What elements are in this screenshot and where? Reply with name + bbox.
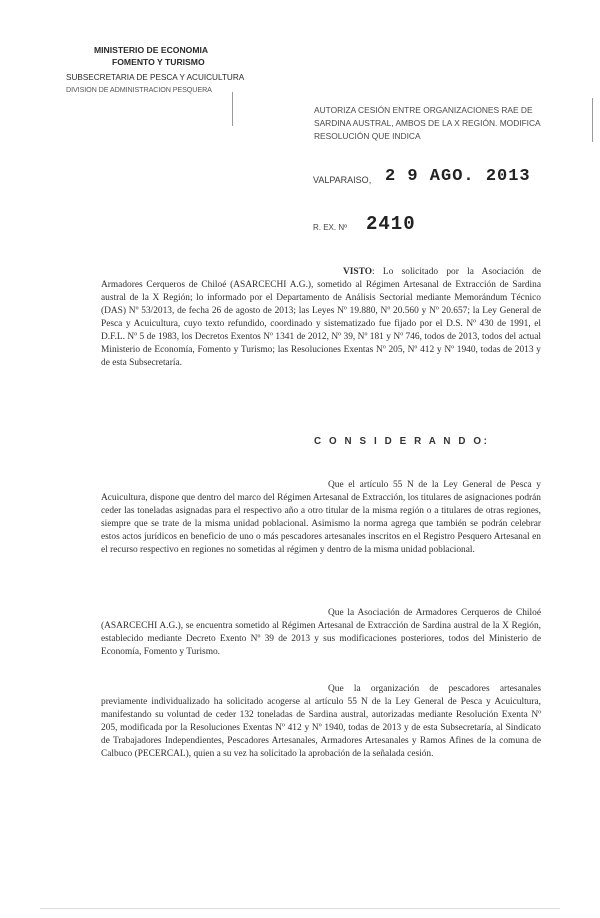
resolution-number: 2410 [366,213,416,235]
ministry-name-2: FOMENTO Y TURISMO [112,57,205,67]
margin-mark-right [592,98,593,142]
subject-line-1: AUTORIZA CESIÓN ENTRE ORGANIZACIONES RAE DE [314,105,533,115]
considerando-paragraph-2: Que la Asociación de Armadores Cerqueros de Chiloé (ASARCECHI A.G.), se encuentra sometido al Régimen Artesanal de Extracción de Sardina austral de la X Región, establecido mediante Decreto Exento Nº 39 de 2013 y sus modificaciones posteriores, todos del Ministerio de Economía, Fomento y Turismo. [101,608,541,657]
subject-line-2: SARDINA AUSTRAL, AMBOS DE LA X REGIÓN. MODIFICA [314,118,541,128]
subsecretaria-name: SUBSECRETARIA DE PESCA Y ACUICULTURA [66,73,245,82]
date-stamp: 2 9 AGO. 2013 [385,167,531,186]
subject-line-3: RESOLUCIÓN QUE INDICA [314,131,421,141]
visto-label: VISTO [343,267,373,277]
ministry-name: MINISTERIO DE ECONOMIA [94,45,209,55]
scan-edge-line [40,908,560,909]
division-name: DIVISION DE ADMINISTRACION PESQUERA [66,85,212,94]
considerando-paragraph-3: Que la organización de pescadores artesanales previamente individualizado ha solicitado acogerse al artículo 55 N de la Ley General de Pesca y Acuicultura, manifestando su voluntad de ceder 132 toneladas de Sardina austral, autorizadas mediante Resolución Exenta Nº 205, modificada por la Resoluciones Exentas Nº 412 y Nº 1940, todas de 2013 y de esta Subsecretaría, al Sindicato de Trabajadores Independientes, Pescadores Artesanales, Armadores Artesanales y Ramos Afines de la comuna de Calbuco (PECERCAL), quien a su vez ha solicitado la aprobación de la señalada cesión. [101,684,541,759]
place-label: VALPARAISO, [313,175,372,185]
resolution-label: R. EX. Nº [313,223,348,232]
subject-block [314,104,584,143]
margin-mark [232,92,233,126]
visto-text: : Lo solicitado por la Asociación de Armadores Cerqueros de Chiloé (ASARCECHI A.G.), sometido al Régimen Artesanal de Extracción de Sardina austral de la X Región; lo informado por el Departamento de Análisis Sectorial mediante Memorándum Técnico (DAS) Nº 53/2013, de fecha 26 de agosto de 2013; las Leyes Nº 19.880, Nº 20.560 y Nº 20.657; la Ley General de Pesca y Acuicultura, cuyo texto refundido, coordinado y sistematizado fue fijado por el D.S. Nº 430 de 1991, el D.F.L. Nº 5 de 1983, los Decretos Exentos Nº 1341 de 2012, Nº 39, Nº 181 y Nº 746, todos de 2013, todos del actual Ministerio de Economía, Fomento y Turismo; las Resoluciones Exentas Nº 205, Nº 412 y Nº 1940, todas de 2013 y de esta Subsecretaría. [101,267,541,368]
considerando-heading: C O N S I D E R A N D O: [314,436,490,447]
considerando-paragraph-1: Que el artículo 55 N de la Ley General de Pesca y Acuicultura, dispone que dentro del marco del Régimen Artesanal de Extracción, los titulares de asignaciones podrán ceder las toneladas asignadas para el respectivo año a otro titular de la misma región o a titulares de otras regiones, siempre que se trate de la misma unidad poblacional. Asimismo la norma agrega que también se podrán celebrar estos actos jurídicos en beneficio de uno o más pescadores artesanales inscritos en el Registro Pesquero Artesanal en el recurso respectivo en regiones no sometidas al régimen y dentro de la misma unidad poblacional. [101,480,541,555]
visto-paragraph [101,266,541,370]
